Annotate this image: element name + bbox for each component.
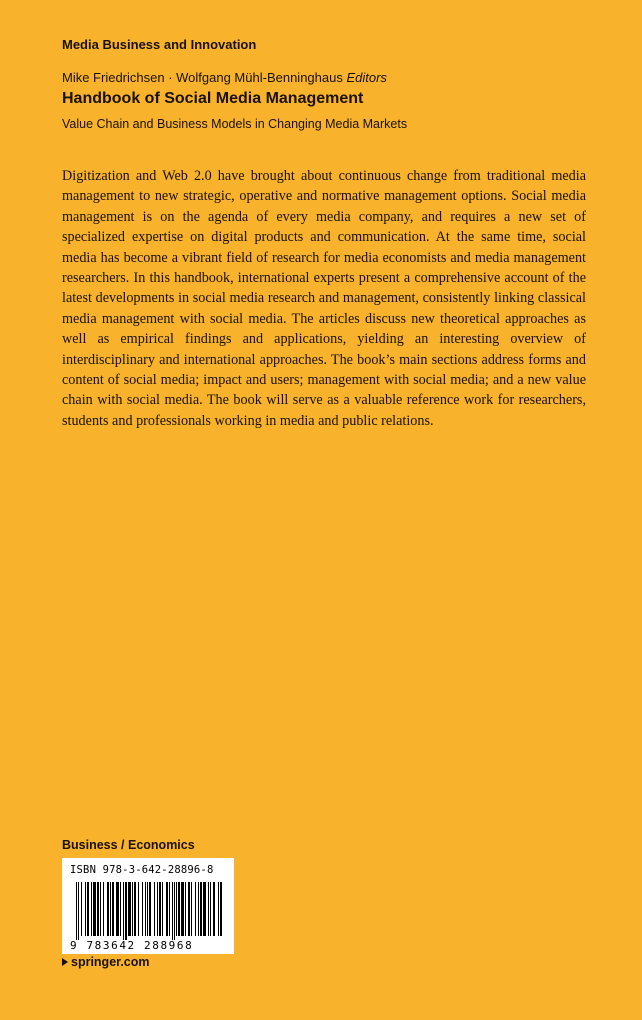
editor-names: Mike Friedrichsen · Wolfgang Mühl-Benninghaus [62, 70, 343, 85]
book-subtitle: Value Chain and Business Models in Changing Media Markets [62, 117, 408, 131]
barcode-digits: 9 783642 288968 [70, 939, 194, 952]
book-title: Handbook of Social Media Management [62, 90, 364, 107]
publisher-link[interactable] [62, 955, 150, 969]
triangle-arrow-icon [62, 958, 68, 966]
barcode [62, 858, 234, 954]
subject-category: Business / Economics [62, 838, 195, 852]
editors-role: Editors [346, 70, 387, 85]
isbn-label: ISBN 978-3-642-28896-8 [70, 864, 214, 876]
series-name: Media Business and Innovation [62, 37, 257, 52]
editors-line [62, 70, 387, 85]
publisher-url: springer.com [71, 955, 150, 969]
book-description: Digitization and Web 2.0 have brought about continuous change from traditional media management to new strategic, operative and normative management options. Social media management is on the agenda of every media company, and requires a new set of specialized expertise on digital products and communication. At the same time, social media has become a vibrant field of research for media economists and media management researchers. In this handbook, international experts present a comprehensive account of the latest developments in social media research and management, consistently linking classical media management with social media. The articles discuss new theoretical approaches as well as empirical findings and applications, yielding an interesting overview of interdisciplinary and international approaches. The book’s main sections address forms and content of social media; impact and users; management with social media; and a new value chain with social media. The book will serve as a valuable reference work for researchers, students and professionals working in media and public relations. [62, 168, 586, 429]
barcode-bars [76, 882, 222, 940]
